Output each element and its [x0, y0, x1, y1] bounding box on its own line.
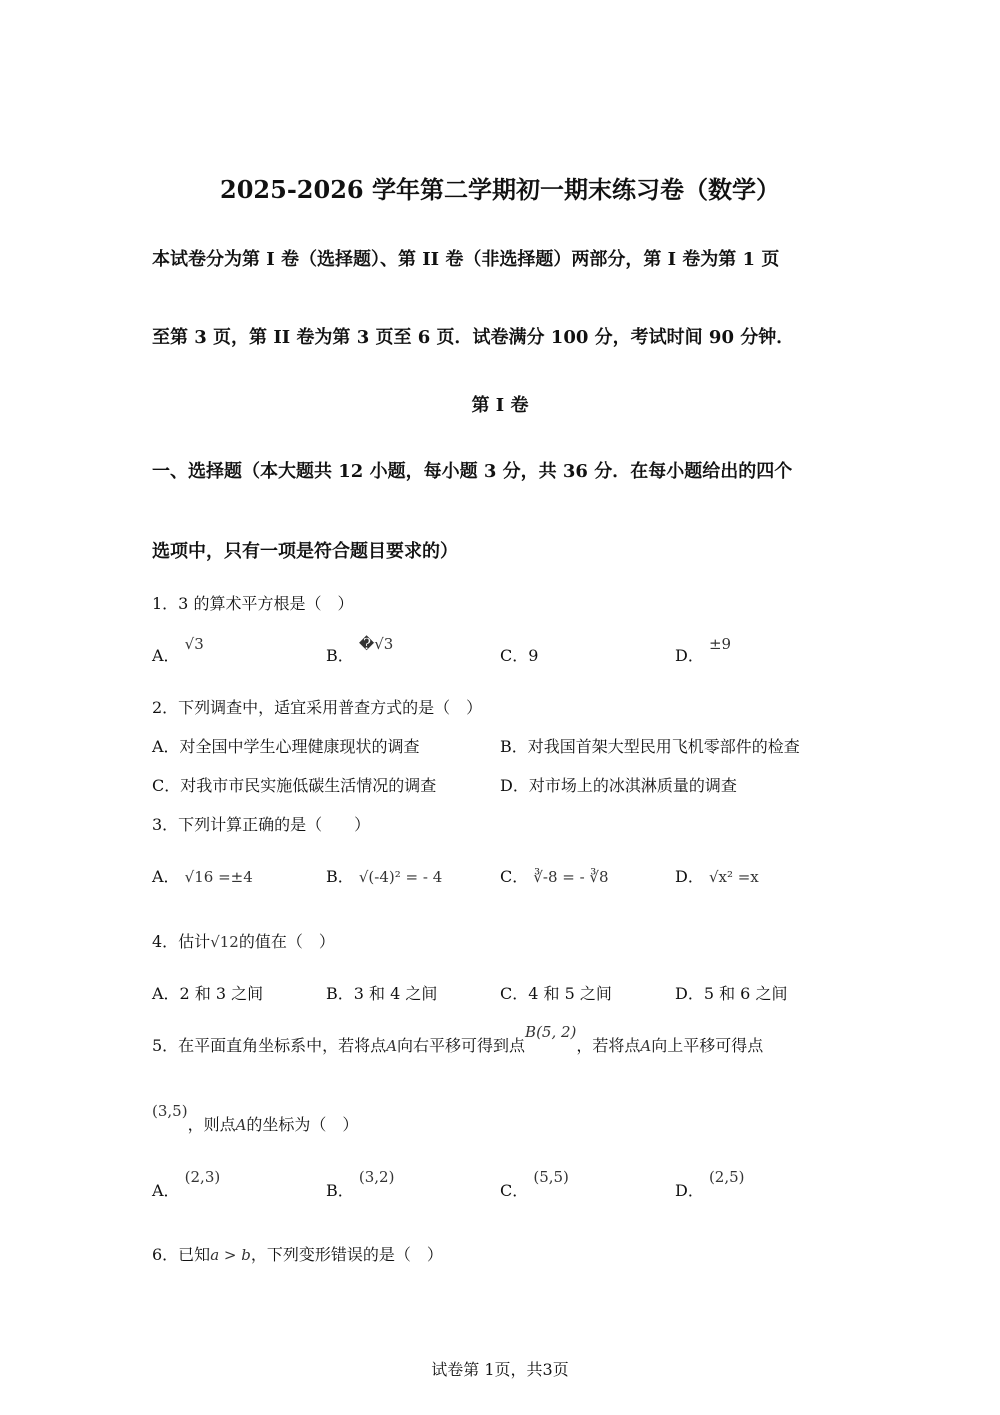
variable-a: A — [386, 1037, 398, 1055]
option-label: A． — [152, 867, 180, 886]
question-3-option-b — [326, 864, 442, 887]
point-b: B(5, 2) — [525, 1023, 577, 1041]
option-label: D． — [675, 867, 704, 886]
question-5-option-b — [326, 1168, 395, 1201]
stem-math: a > b — [210, 1246, 251, 1264]
option-math: √3 — [184, 635, 204, 653]
question-6-stem — [152, 1242, 443, 1265]
question-2-option-c: C．对我市市民实施低碳生活情况的调查 — [152, 776, 437, 795]
question-2-stem: 2．下列调查中，适宜采用普查方式的是（ ） — [152, 698, 483, 717]
option-label: B． — [326, 646, 354, 665]
section-heading-line-1: 一、选择题（本大题共 12 小题，每小题 3 分，共 36 分．在每小题给出的四个 — [152, 461, 793, 482]
option-math: √x² =x — [708, 868, 759, 886]
option-math: (3,2) — [358, 1168, 395, 1186]
option-label: C． — [500, 1181, 529, 1200]
question-5-stem-line-2 — [152, 1102, 359, 1135]
option-label: A． — [152, 646, 180, 665]
question-4-option-d: D．5 和 6 之间 — [675, 984, 788, 1003]
question-5-option-c — [500, 1168, 569, 1201]
option-math: ±9 — [708, 635, 732, 653]
stem-text: ，下列变形错误的是（ ） — [250, 1245, 443, 1264]
option-math: √16 =±4 — [184, 868, 253, 886]
question-5-option-d — [675, 1168, 745, 1201]
option-math: (2,5) — [708, 1168, 745, 1186]
option-label: D． — [675, 646, 704, 665]
question-4-option-c: C．4 和 5 之间 — [500, 984, 612, 1003]
question-4-stem — [152, 929, 335, 952]
stem-text: 的坐标为（ ） — [246, 1115, 359, 1134]
option-math: ∛-8 = - ∛8 — [533, 868, 609, 886]
question-3-stem: 3．下列计算正确的是（ ） — [152, 815, 371, 834]
variable-a: A — [235, 1116, 247, 1134]
part-title: 第 I 卷 — [471, 395, 529, 416]
option-math: (5,5) — [533, 1168, 569, 1186]
question-1-stem: 1．3 的算术平方根是（ ） — [152, 594, 354, 613]
stem-text: 4．估计 — [152, 932, 211, 951]
stem-text: 向右平移可得到点 — [397, 1036, 526, 1055]
question-5-stem-line-1 — [152, 1023, 764, 1056]
stem-text: 向上平移可得点 — [651, 1036, 764, 1055]
question-5-option-a — [152, 1168, 221, 1201]
question-1-option-d — [675, 635, 732, 666]
question-1-option-c — [500, 643, 538, 666]
question-2-option-d: D．对市场上的冰淇淋质量的调查 — [500, 776, 737, 795]
option-math: �√3 — [358, 635, 394, 653]
variable-a: A — [640, 1037, 652, 1055]
option-label: D． — [675, 1181, 704, 1200]
intro-line-1: 本试卷分为第 I 卷（选择题）、第 II 卷（非选择题）两部分，第 I 卷为第 1 页 — [152, 249, 780, 270]
question-1-option-a — [152, 635, 204, 666]
question-4-option-a: A．2 和 3 之间 — [152, 984, 264, 1003]
question-3-option-c — [500, 864, 609, 887]
question-2-option-b: B．对我国首架大型民用飞机零部件的检查 — [500, 737, 800, 756]
stem-text: 6．已知 — [152, 1245, 211, 1264]
stem-text: 的值在（ ） — [238, 932, 335, 951]
option-label: B． — [326, 867, 354, 886]
option-math: √(-4)² = - 4 — [358, 868, 443, 886]
stem-text: ，若将点 — [576, 1036, 641, 1055]
question-4-option-b: B．3 和 4 之间 — [326, 984, 438, 1003]
question-3-option-d — [675, 864, 759, 887]
stem-math: √12 — [210, 933, 239, 951]
option-label: C．9 — [500, 646, 539, 665]
page-footer: 试卷第 1页，共3页 — [431, 1360, 569, 1379]
option-label: C． — [500, 867, 529, 886]
intro-line-2: 至第 3 页，第 II 卷为第 3 页至 6 页．试卷满分 100 分，考试时间 90 分钟． — [152, 327, 795, 348]
section-heading-line-2: 选项中，只有一项是符合题目要求的） — [152, 541, 458, 562]
option-label: B． — [326, 1181, 354, 1200]
stem-text: ，则点 — [187, 1115, 236, 1134]
point-coordinate: (3,5) — [152, 1102, 188, 1120]
question-3-option-a — [152, 864, 253, 887]
option-math: (2,3) — [184, 1168, 221, 1186]
page-title: 2025-2026 学年第二学期初一期末练习卷（数学） — [220, 175, 780, 204]
question-2-option-a: A．对全国中学生心理健康现状的调查 — [152, 737, 420, 756]
question-1-option-b — [326, 635, 394, 666]
option-label: A． — [152, 1181, 180, 1200]
stem-text: 5．在平面直角坐标系中，若将点 — [152, 1036, 387, 1055]
